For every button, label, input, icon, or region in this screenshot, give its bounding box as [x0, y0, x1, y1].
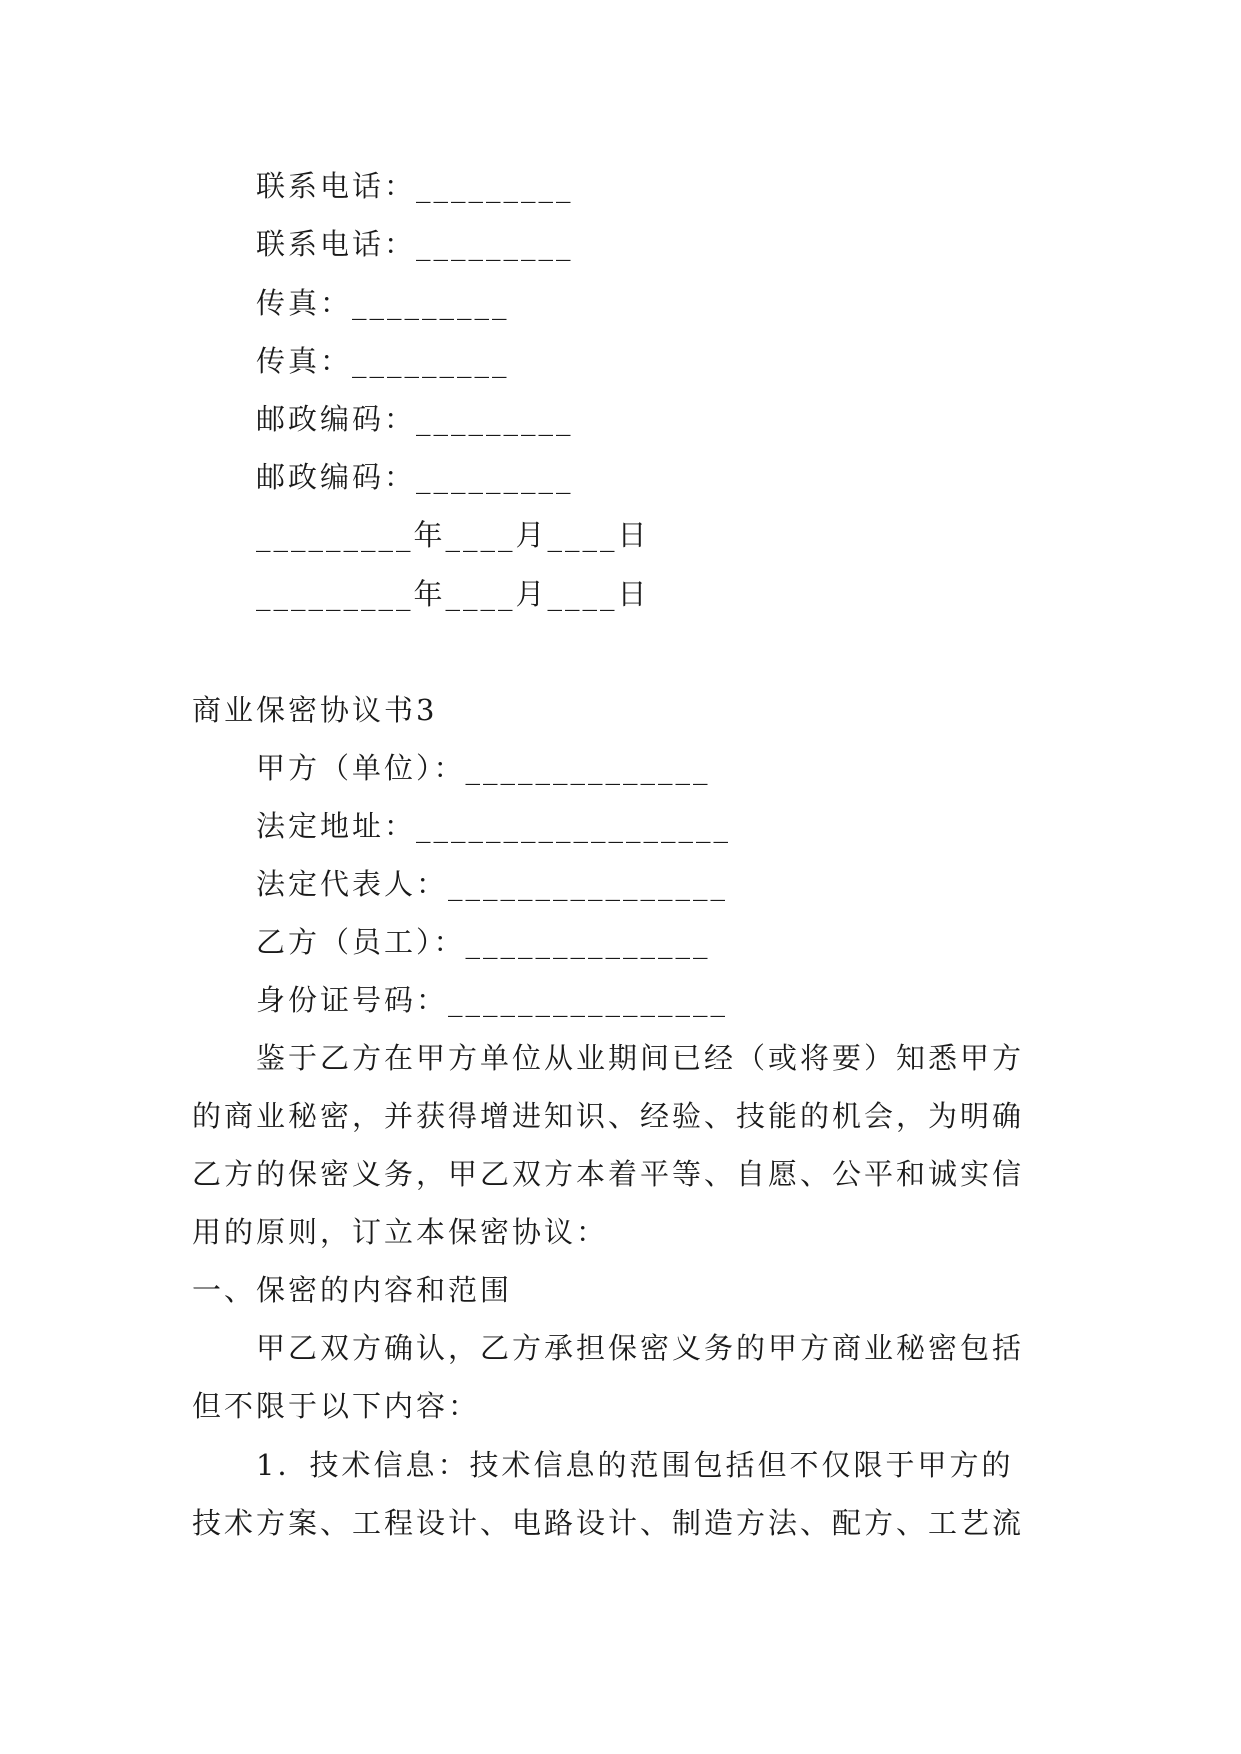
item-text: 1．技术信息：技术信息的范围包括但不仅限于甲方的	[256, 1448, 1014, 1482]
postcode-line: 邮政编码：_________	[256, 402, 574, 436]
contact-phone-line: 联系电话：_________	[256, 227, 574, 261]
legal-address-line: 法定地址：__________________	[256, 809, 732, 843]
section-intro-text: 但不限于以下内容：	[192, 1389, 481, 1423]
postcode-line: 邮政编码：_________	[256, 460, 574, 494]
legal-representative-line: 法定代表人：________________	[256, 867, 729, 901]
date-line: _________年____月____日	[256, 518, 650, 552]
date-line: _________年____月____日	[256, 577, 650, 611]
item-text: 技术方案、工程设计、电路设计、制造方法、配方、工艺流	[192, 1506, 1025, 1540]
fax-line: 传真：_________	[256, 344, 510, 378]
section-heading: 一、保密的内容和范围	[192, 1273, 513, 1307]
contact-phone-line: 联系电话：_________	[256, 169, 574, 203]
agreement-title: 商业保密协议书3	[192, 693, 438, 727]
party-b-line: 乙方（员工）：______________	[256, 925, 711, 959]
preamble-text: 的商业秘密，并获得增进知识、经验、技能的机会，为明确	[192, 1099, 1025, 1133]
section-intro-text: 甲乙双方确认，乙方承担保密义务的甲方商业秘密包括	[256, 1331, 1025, 1365]
id-number-line: 身份证号码：________________	[256, 983, 729, 1017]
preamble-text: 鉴于乙方在甲方单位从业期间已经（或将要）知悉甲方	[256, 1041, 1025, 1075]
fax-line: 传真：_________	[256, 286, 510, 320]
preamble-text: 乙方的保密义务，甲乙双方本着平等、自愿、公平和诚实信	[192, 1157, 1025, 1191]
party-a-line: 甲方（单位）：______________	[256, 751, 711, 785]
preamble-text: 用的原则，订立本保密协议：	[192, 1215, 609, 1249]
